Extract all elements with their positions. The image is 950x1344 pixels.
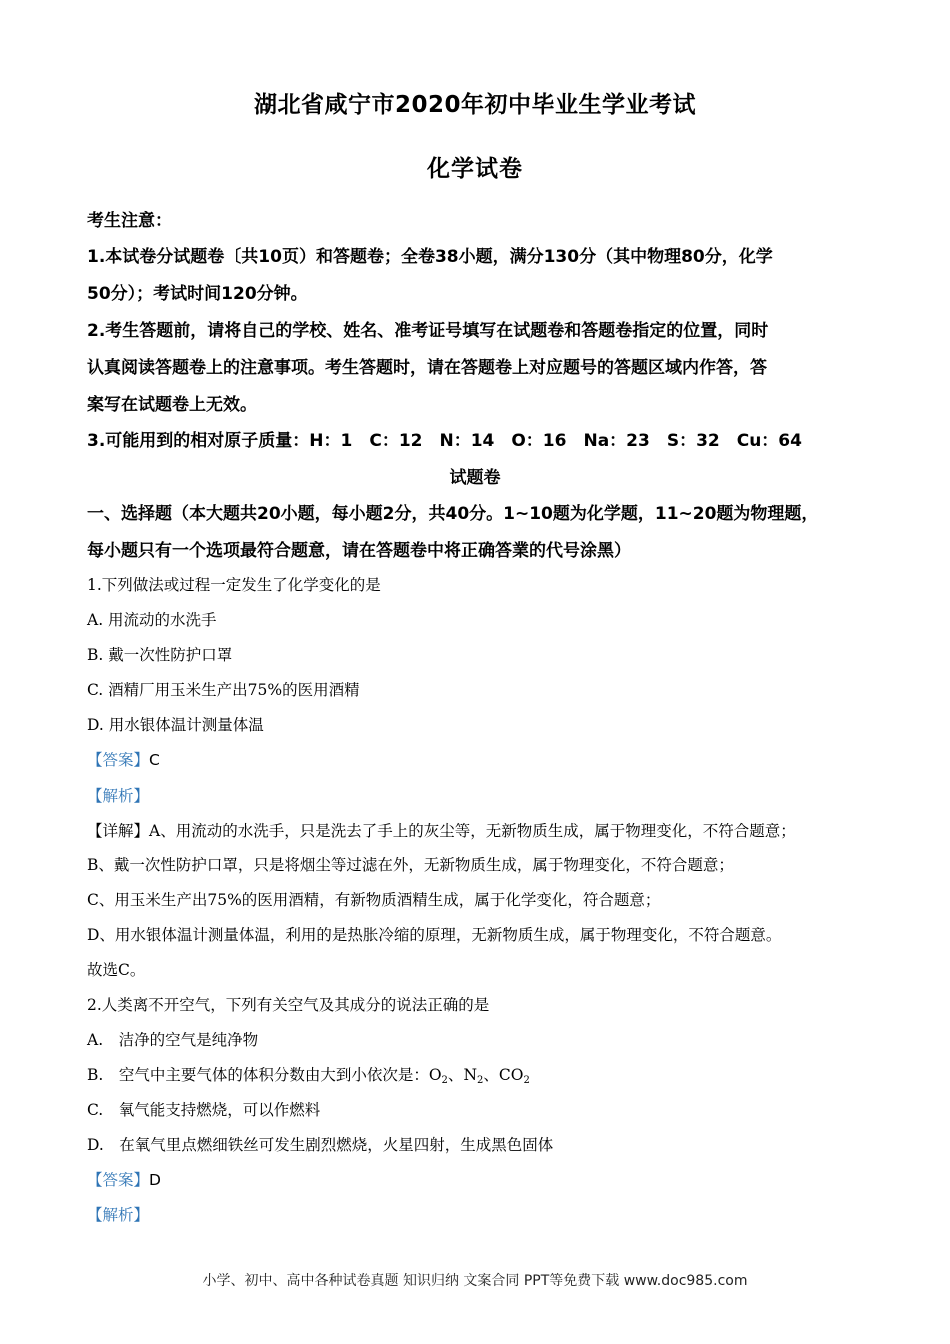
formula-o2 — [429, 1066, 448, 1084]
exam-subtitle: 化学试卷 — [427, 156, 523, 182]
formula-n2 — [463, 1066, 483, 1084]
section-instruction-2: 每小题只有一个选项最符合题意，请在答题卷中将正确答業的代号涂黑） — [87, 541, 631, 561]
separator: 、 — [483, 1066, 499, 1084]
answer-value: C — [149, 751, 160, 769]
q1-option-d: D. 用水银体温计测量体温 — [87, 716, 264, 734]
q2-option-b — [87, 1063, 530, 1085]
formula-co2 — [499, 1066, 530, 1084]
exam-title: 湖北省咸宁市2020年初中毕业生学业考试 — [253, 92, 696, 118]
answer-value: D — [149, 1171, 161, 1189]
notice-line-3: 2.考生答题前，请将自己的学校、姓名、准考证号填写在试题卷和答题卷指定的位置，同时 — [87, 321, 769, 341]
page-footer: 小学、初中、高中各种试卷真题 知识归纳 文案合同 PPT等免费下载 www.doc985.com — [202, 1273, 748, 1289]
answer-label: 【答案】 — [87, 751, 150, 769]
q1-detail-3: C、用玉米生产出75%的医用酒精，有新物质酒精生成，属于化学变化，符合题意； — [87, 891, 661, 909]
q2-option-d: D. 在氧气里点燃细铁丝可发生剧烈燃烧，火星四射，生成黑色固体 — [87, 1136, 554, 1154]
formula-n2-symbol: N — [463, 1066, 477, 1084]
q1-detail-4: D、用水银体温计测量体温，利用的是热胀冷缩的原理，无新物质生成，属于物理变化，不符合题意。 — [87, 926, 782, 944]
notice-line-5: 案写在试题卷上无效。 — [87, 395, 257, 415]
q2-option-c: C. 氧气能支持燃烧，可以作燃料 — [87, 1101, 321, 1119]
q1-detail-2: B、戴一次性防护口罩，只是将烟尘等过滤在外，无新物质生成，属于物理变化，不符合题意； — [87, 856, 734, 874]
q1-analysis-label: 【解析】 — [87, 787, 150, 805]
formula-o2-subscript: 2 — [441, 1075, 448, 1086]
q1-stem: 1.下列做法或过程一定发生了化学变化的是 — [87, 576, 381, 594]
q1-answer — [87, 748, 160, 770]
q2-answer — [87, 1168, 161, 1190]
q2-option-a: A. 洁净的空气是纯净物 — [87, 1031, 259, 1049]
section-instruction-1: 一、选择题（本大题共20小题，每小题2分，共40分。1~10题为化学题，11~20题为物理题， — [87, 504, 819, 524]
notice-line-4: 认真阅读答题卷上的注意事项。考生答题时，请在答题卷上对应题号的答题区域内作答，答 — [87, 358, 767, 378]
notice-heading: 考生注意： — [87, 211, 172, 231]
separator: 、 — [447, 1066, 464, 1084]
formula-n2-subscript: 2 — [477, 1075, 484, 1086]
formula-o2-symbol: O — [428, 1066, 442, 1084]
q1-conclusion: 故选C。 — [87, 961, 146, 979]
q1-option-b: B. 戴一次性防护口罩 — [87, 646, 233, 664]
q2-option-b-text: B. 空气中主要气体的体积分数由大到小依次是： — [87, 1066, 429, 1084]
q2-analysis-label: 【解析】 — [87, 1206, 150, 1224]
answer-label: 【答案】 — [87, 1171, 150, 1189]
q2-stem: 2.人类离不开空气，下列有关空气及其成分的说法正确的是 — [87, 996, 490, 1014]
formula-co2-subscript: 2 — [523, 1075, 530, 1086]
q1-option-c: C. 酒精厂用玉米生产出75%的医用酒精 — [87, 681, 360, 699]
notice-line-2: 50分）；考试时间120分钟。 — [87, 284, 308, 304]
notice-line-6: 3.可能用到的相对原子质量：H：1 C：12 N：14 O：16 Na：23 S：32 Cu：64 — [87, 431, 802, 451]
notice-line-1: 1.本试卷分试题卷〔共10页）和答题卷；全卷38小题，满分130分（其中物理80分，化学 — [87, 247, 773, 267]
formula-co2-symbol: CO — [498, 1066, 524, 1084]
q1-option-a: A. 用流动的水洗手 — [87, 611, 217, 629]
section-heading: 试题卷 — [449, 468, 501, 488]
q1-detail-1: 【详解】A、用流动的水洗手，只是洗去了手上的灰尘等，无新物质生成，属于物理变化，不符合题意； — [87, 822, 796, 840]
